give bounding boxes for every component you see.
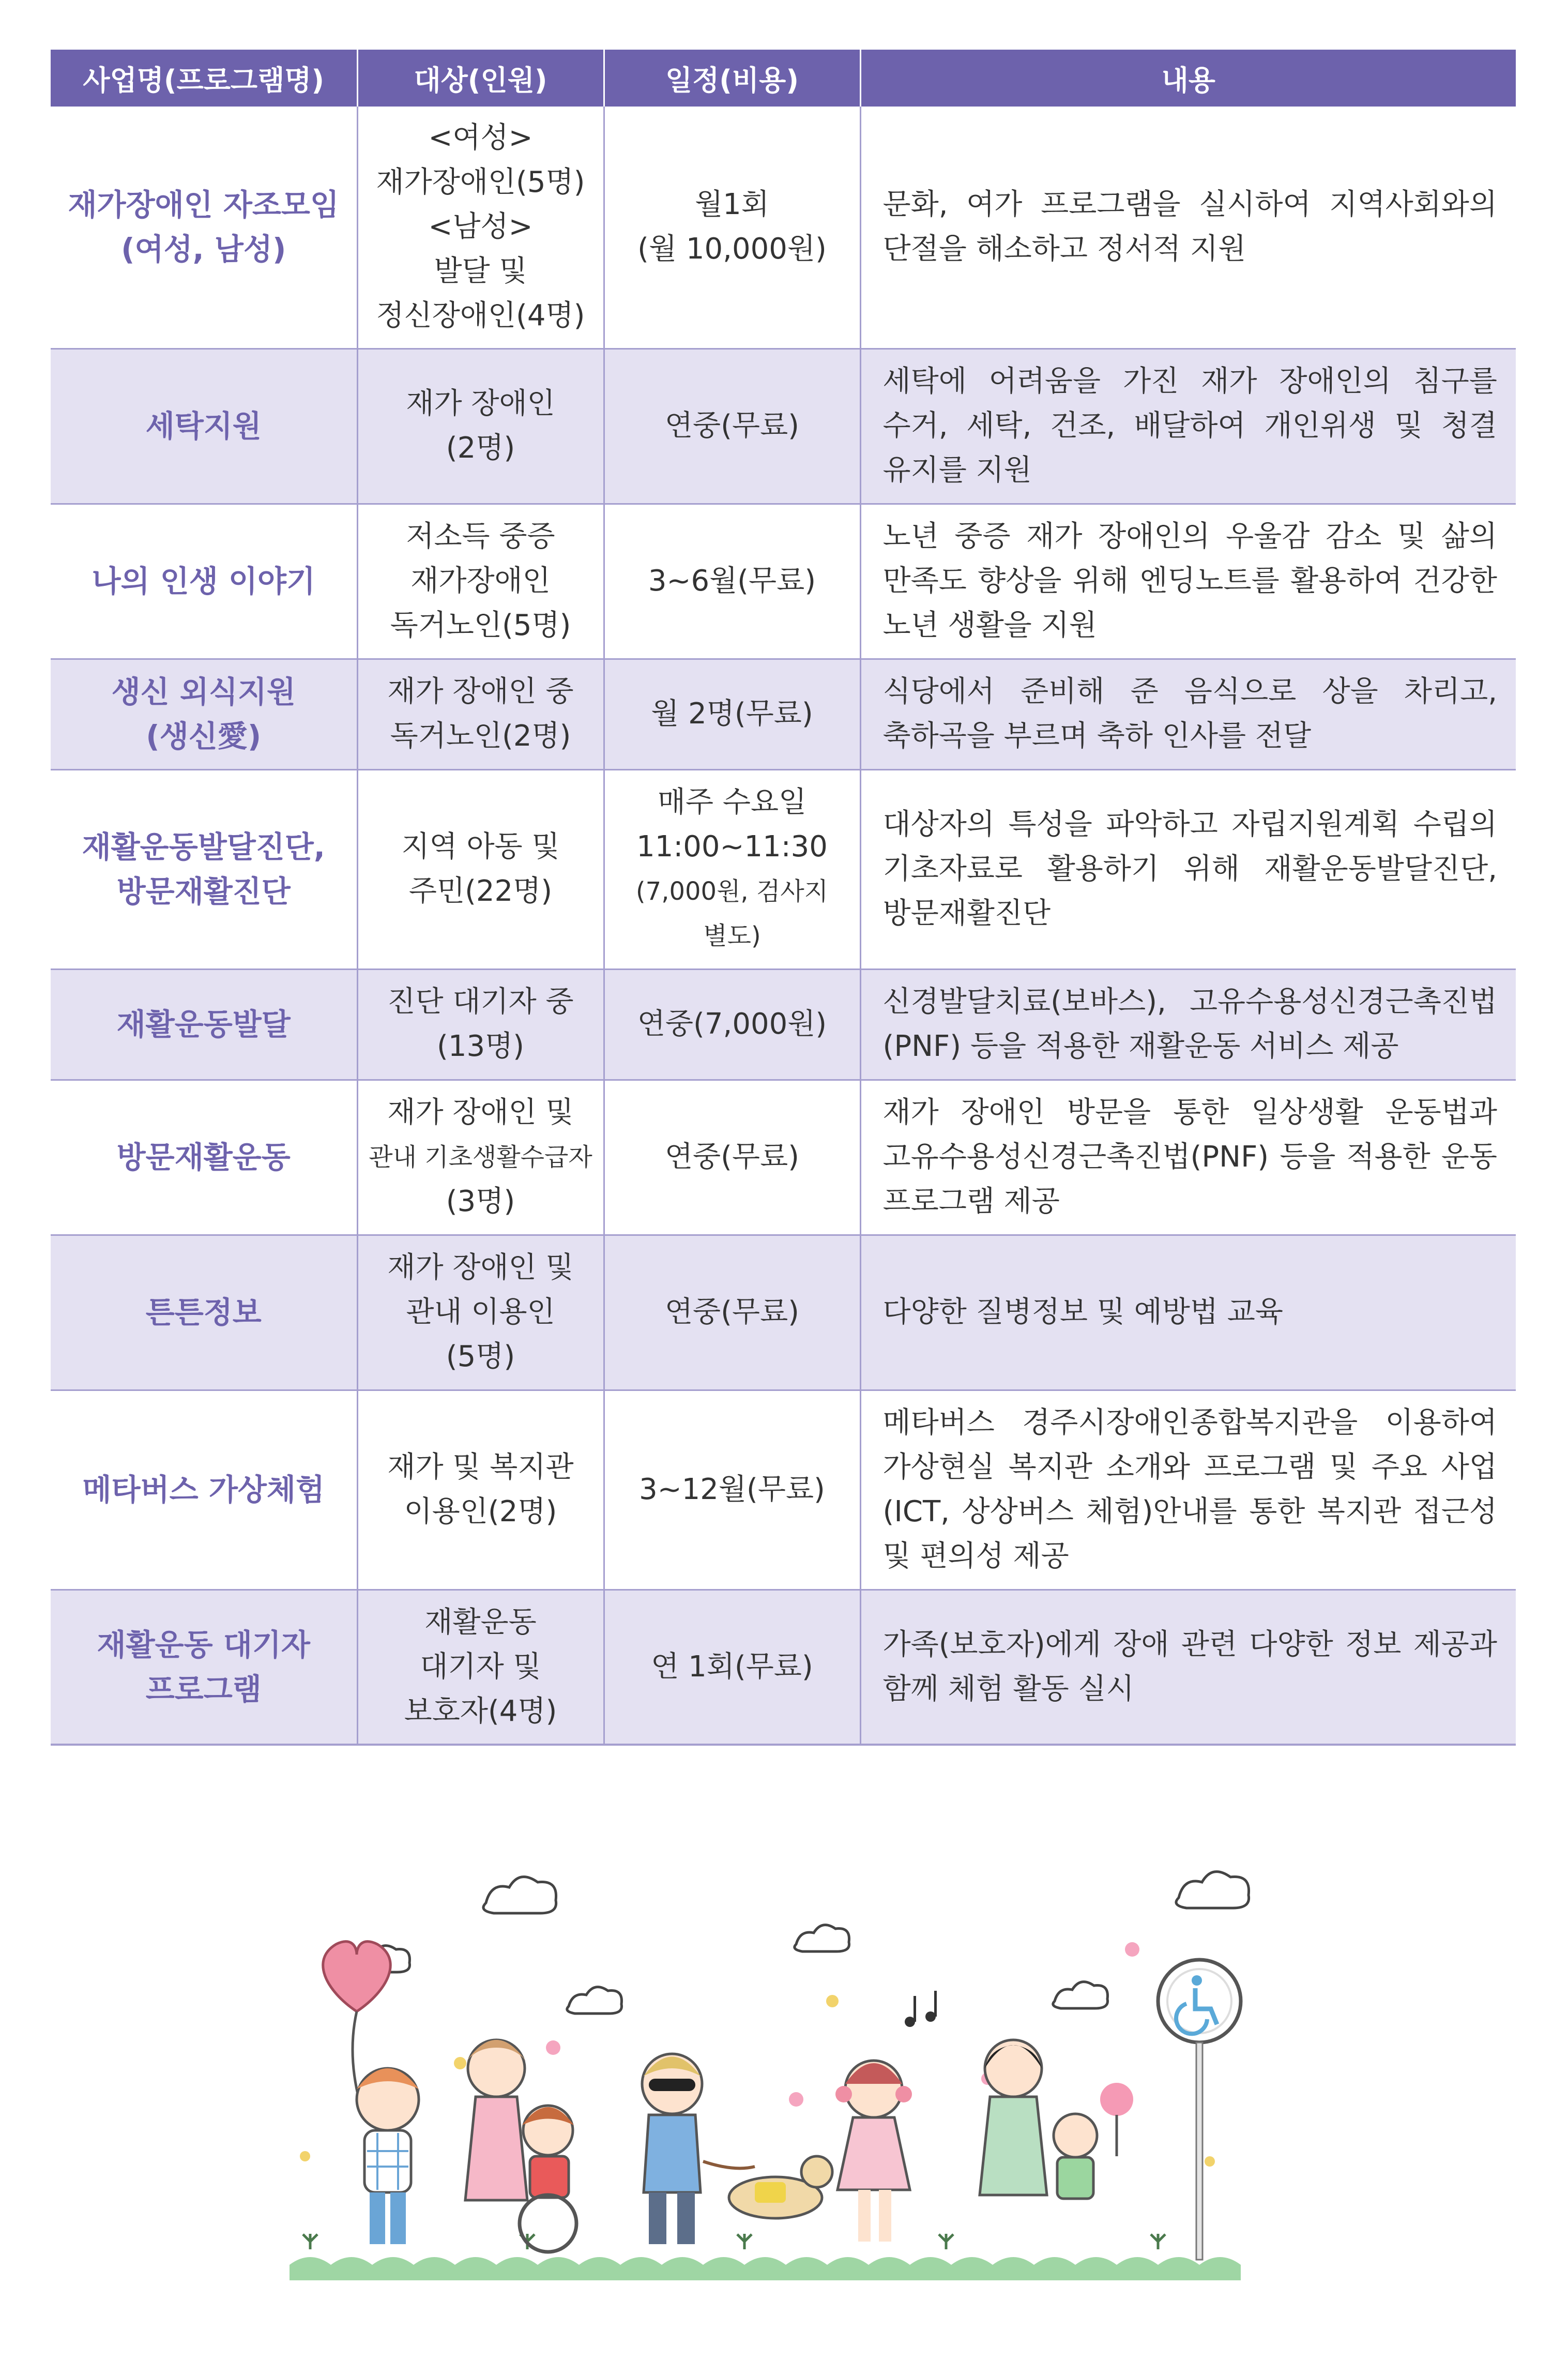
program-name-line: 재가장애인 자조모임: [68, 187, 339, 223]
program-name-line: 방문재활운동: [116, 1140, 291, 1175]
people-walking-illustration: [279, 1841, 1261, 2296]
schedule-line: 연중(무료): [664, 1140, 800, 1174]
target-line: 진단 대기자 중: [387, 985, 574, 1019]
program-name-cell: [51, 1080, 357, 1235]
program-name-line: 재활운동 대기자: [97, 1627, 310, 1662]
program-name-cell: [51, 349, 357, 504]
content-cell: 대상자의 특성을 파악하고 자립지원계획 수립의 기초자료로 활용하기 위해 재활운동발달진단, 방문재활진단: [860, 769, 1516, 969]
program-name-cell: [51, 969, 357, 1080]
target-cell: [357, 107, 604, 349]
target-line: 보호자(4명): [404, 1694, 557, 1728]
schedule-cell: [604, 1390, 860, 1590]
program-name-cell: [51, 1590, 357, 1745]
program-name-line: 세탁지원: [145, 408, 262, 444]
schedule-line: 11:00~11:30: [636, 830, 828, 864]
target-cell: [357, 659, 604, 769]
cloud-icon: [1176, 1872, 1249, 1908]
schedule-line: 연중(7,000원): [637, 1007, 827, 1041]
table-row: [51, 1390, 1516, 1590]
program-name-line: 메타버스 가상체험: [82, 1472, 325, 1507]
target-line: 독거노인(5명): [390, 609, 571, 642]
target-cell: [357, 1235, 604, 1390]
target-line: (5명): [446, 1340, 515, 1373]
program-name-line: 프로그램: [145, 1671, 262, 1707]
program-name-line: (생신愛): [146, 719, 262, 754]
schedule-line: 연 1회(무료): [651, 1649, 813, 1684]
schedule-cell: [604, 659, 860, 769]
table-row: [51, 1235, 1516, 1390]
schedule-line: (7,000원, 검사지: [635, 877, 829, 906]
target-line: 재가 장애인 중: [387, 675, 574, 708]
table-row: [51, 349, 1516, 504]
table-row: [51, 769, 1516, 969]
target-cell: [357, 1390, 604, 1590]
mother-and-child-figure: [980, 2040, 1097, 2199]
cloud-icon: [795, 1925, 849, 1951]
schedule-cell: [604, 1590, 860, 1745]
table-row: [51, 1590, 1516, 1745]
schedule-cell: [604, 1235, 860, 1390]
content-cell: 식당에서 준비해 준 음식으로 상을 차리고, 축하곡을 부르며 축하 인사를 전달: [860, 659, 1516, 769]
target-line: 재가장애인: [410, 564, 551, 598]
boy-with-balloon-figure: [357, 2068, 419, 2244]
program-name-cell: [51, 769, 357, 969]
program-name-line: 생신 외식지원: [111, 674, 296, 709]
target-line: 독거노인(2명): [390, 719, 571, 753]
program-name-line: 나의 인생 이야기: [92, 564, 316, 599]
header-program-name: 사업명(프로그램명): [51, 50, 357, 107]
target-cell: [357, 769, 604, 969]
program-table-container: [51, 50, 1516, 1746]
table-header-row: [51, 50, 1516, 107]
target-cell: [357, 349, 604, 504]
girl-with-headphones-figure: [835, 2061, 912, 2242]
content-cell: 세탁에 어려움을 가진 재가 장애인의 침구를 수거, 세탁, 건조, 배달하여 개인위생 및 청결 유지를 지원: [860, 349, 1516, 504]
schedule-line: 월 2명(무료): [651, 697, 813, 731]
content-cell: 문화, 여가 프로그램을 실시하여 지역사회와의 단절을 해소하고 정서적 지원: [860, 107, 1516, 349]
schedule-cell: [604, 504, 860, 659]
target-cell: [357, 1590, 604, 1745]
target-line: 재가 장애인 및: [387, 1096, 574, 1129]
program-name-cell: [51, 107, 357, 349]
cotton-candy-icon: [1100, 2083, 1133, 2156]
cloud-icon: [567, 1987, 622, 2014]
schedule-cell: [604, 969, 860, 1080]
program-name-cell: [51, 1390, 357, 1590]
target-line: 정신장애인(4명): [376, 299, 585, 333]
wheelchair-sign-icon: [1158, 1960, 1241, 2260]
target-cell: [357, 504, 604, 659]
schedule-line: 연중(무료): [664, 409, 800, 443]
schedule-line: 연중(무료): [664, 1295, 800, 1329]
music-note-icon: [905, 1991, 937, 2027]
schedule-line: 매주 수요일: [657, 785, 807, 819]
program-name-cell: [51, 659, 357, 769]
schedule-cell: [604, 1080, 860, 1235]
schedule-cell: [604, 349, 860, 504]
program-name-line: 방문재활진단: [116, 874, 291, 909]
flower-icon: [546, 1942, 1139, 2107]
table-row: [51, 969, 1516, 1080]
target-line: <남성>: [428, 210, 533, 244]
target-line: 관내 기초생활수급자: [369, 1143, 592, 1172]
table-row: [51, 659, 1516, 769]
content-cell: 메타버스 경주시장애인종합복지관을 이용하여 가상현실 복지관 소개와 프로그램 및 주요 사업(ICT, 상상버스 체험)안내를 통한 복지관 접근성 및 편의성 제공: [860, 1390, 1516, 1590]
program-table: [51, 50, 1516, 1746]
target-line: 이용인(2명): [404, 1495, 557, 1528]
target-cell: [357, 969, 604, 1080]
schedule-line: (월 10,000원): [637, 232, 827, 266]
schedule-cell: [604, 107, 860, 349]
content-cell: 노년 중증 재가 장애인의 우울감 감소 및 삶의 만족도 향상을 위해 엔딩노트를 활용하여 건강한 노년 생활을 지원: [860, 504, 1516, 659]
program-name-cell: [51, 1235, 357, 1390]
man-with-guide-dog-figure: [642, 2054, 832, 2244]
target-line: 재활운동: [424, 1605, 537, 1639]
header-target: 대상(인원): [357, 50, 604, 107]
content-cell: 다양한 질병정보 및 예방법 교육: [860, 1235, 1516, 1390]
table-row: [51, 1080, 1516, 1235]
table-row: [51, 107, 1516, 349]
target-line: <여성>: [428, 121, 533, 155]
schedule-line: 별도): [703, 921, 761, 950]
cloud-icon: [483, 1877, 556, 1913]
target-line: (2명): [446, 431, 515, 465]
target-line: 재가 및 복지관: [387, 1450, 574, 1484]
program-name-cell: [51, 504, 357, 659]
woman-pushing-wheelchair-figure: [465, 2040, 576, 2252]
target-line: 재가장애인(5명): [376, 165, 585, 200]
grass-strip: [290, 2257, 1241, 2280]
target-line: 발달 및: [434, 254, 527, 289]
header-schedule: 일정(비용): [604, 50, 860, 107]
schedule-line: 3~12월(무료): [639, 1473, 825, 1506]
program-name-line: 재활운동발달: [116, 1007, 291, 1042]
target-line: (3명): [446, 1185, 515, 1218]
target-line: (13명): [436, 1030, 525, 1063]
cloud-icon: [1053, 1982, 1108, 2008]
target-line: 관내 이용인: [406, 1295, 555, 1329]
program-name-line: 재활운동발달진단,: [82, 829, 325, 865]
table-row: [51, 504, 1516, 659]
program-name-line: (여성, 남성): [121, 232, 286, 267]
grass-sprouts: [303, 2234, 1165, 2249]
schedule-line: 월1회: [695, 188, 769, 222]
target-line: 지역 아동 및: [401, 830, 560, 864]
program-name-line: 튼튼정보: [145, 1295, 262, 1330]
target-line: 재가 장애인 및: [387, 1251, 574, 1284]
content-cell: 신경발달치료(보바스), 고유수용성신경근촉진법(PNF) 등을 적용한 재활운동 서비스 제공: [860, 969, 1516, 1080]
content-cell: 가족(보호자)에게 장애 관련 다양한 정보 제공과 함께 체험 활동 실시: [860, 1590, 1516, 1745]
content-cell: 재가 장애인 방문을 통한 일상생활 운동법과 고유수용성신경근촉진법(PNF) 등을 적용한 운동 프로그램 제공: [860, 1080, 1516, 1235]
target-line: 대기자 및: [420, 1649, 541, 1684]
decorative-illustration: [279, 1841, 1261, 2296]
schedule-cell: [604, 769, 860, 969]
target-line: 재가 장애인: [406, 387, 555, 420]
target-line: 주민(22명): [408, 874, 553, 908]
target-line: 저소득 중증: [406, 520, 555, 553]
schedule-line: 3~6월(무료): [648, 564, 816, 598]
target-cell: [357, 1080, 604, 1235]
header-content: 내용: [860, 50, 1516, 107]
